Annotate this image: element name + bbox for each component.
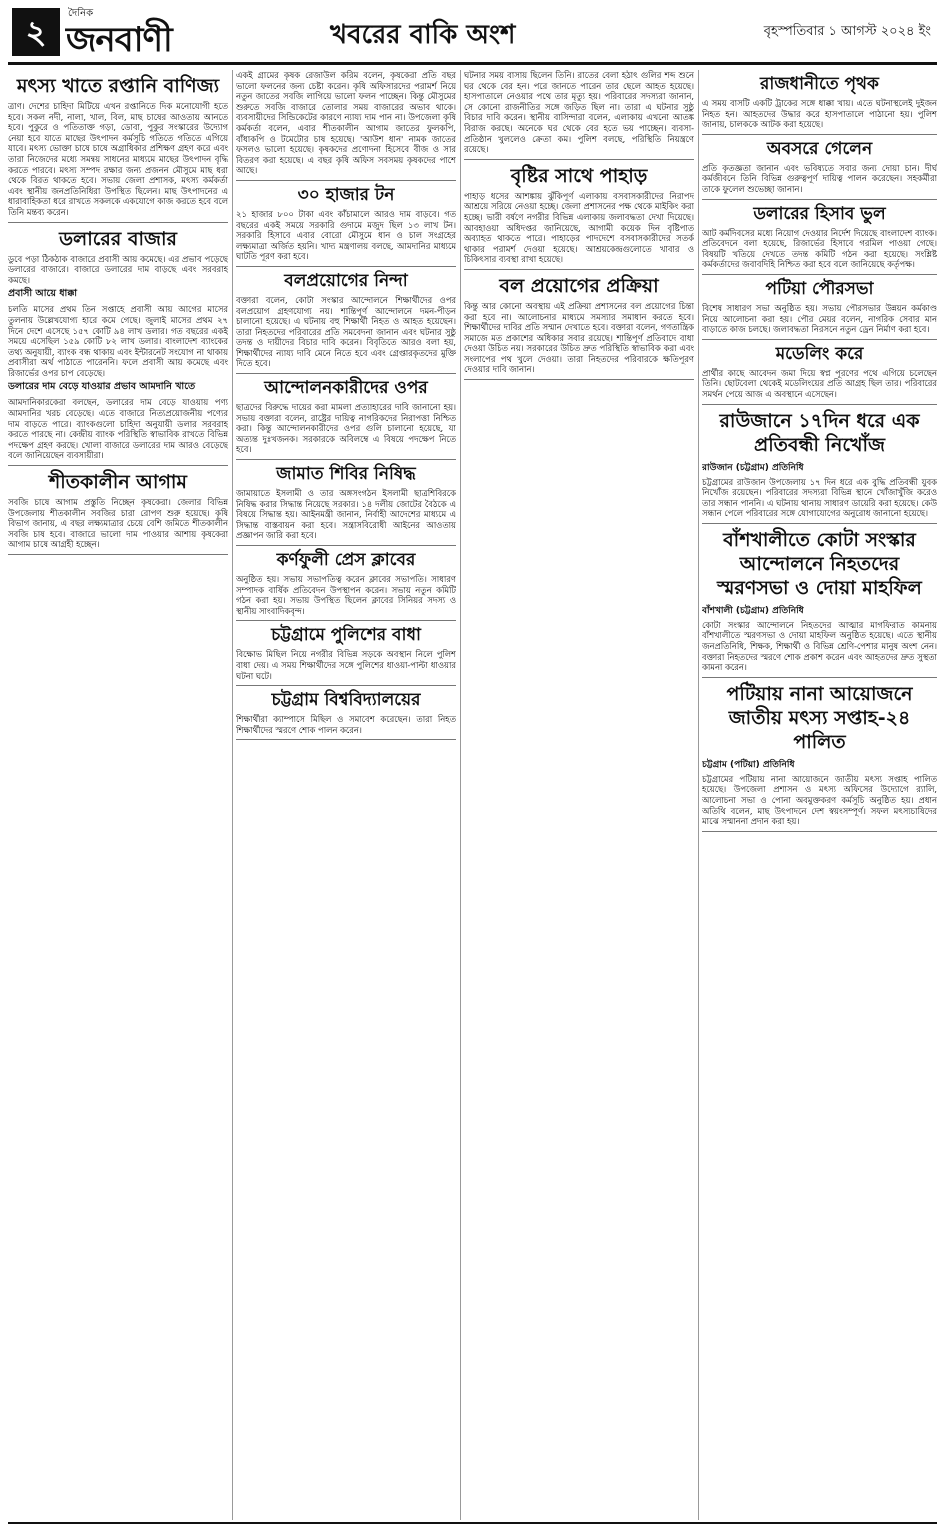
headline: পটিয়া পৌরসভা: [765, 278, 874, 299]
article-body: বিশেষ সাধারণ সভা অনুষ্ঠিত হয়। সভায় পৌরসভার উন্নয়ন কর্মকাণ্ড নিয়ে আলোচনা করা হয়। পৌর মেয়র বলেন, নাগরিক সেবার মান বাড়াতে কাজ চলছে। জলাবদ্ধতা নিরসনে নতুন ড্রেন নির্মাণ করা হবে।: [702, 302, 937, 335]
article-body: চট্টগ্রামের রাউজান উপজেলায় ১৭ দিন ধরে এক বুদ্ধি প্রতিবন্ধী যুবক নিখোঁজ রয়েছেন। পরিবারের সদস্যরা বিভিন্ন স্থানে খোঁজাখুঁজি করেও তার সন্ধান পাননি। এ ঘটনায় থানায় সাধারণ ডায়েরি করা হয়েছে। কেউ সন্ধান পেলে পরিবারের সঙ্গে যোগাযোগের অনুরোধ জানানো হয়েছে।: [702, 476, 937, 519]
headline: রাজধানীতে পৃথক: [760, 74, 879, 94]
story-ctg-police: [236, 625, 456, 686]
story-winter-early: [8, 470, 228, 555]
story-hill-rain: [464, 164, 694, 270]
article-body: কোটা সংস্কার আন্দোলনে নিহতদের আত্মার মাগফিরাত কামনায় বাঁশখালীতে স্মরণসভা ও দোয়া মাহফিল অনুষ্ঠিত হয়েছে। এতে স্থানীয় জনপ্রতিনিধি, শিক্ষক, শিক্ষার্থী ও বিভিন্ন শ্রেণি-পেশার মানুষ অংশ নেন। বক্তারা নিহতদের স্মরণে শোক প্রকাশ করেন এবং আহতদের দ্রুত সুস্থতা কামনা করেন।: [702, 619, 937, 673]
article-body: জামায়াতে ইসলামী ও তার অঙ্গসংগঠন ইসলামী ছাত্রশিবিরকে নিষিদ্ধ করার সিদ্ধান্ত নিয়েছে সরকার। ১৪ দলীয় জোটের বৈঠকে এ বিষয়ে সিদ্ধান্ত হয়। আইনমন্ত্রী জানান, নির্বাহী আদেশের মাধ্যমে এ সিদ্ধান্ত বাস্তবায়ন করা হবে। সন্ত্রাসবিরোধী আইনের আওতায় প্রজ্ঞাপন জারি করা হবে।: [236, 488, 456, 541]
story-retirement: [702, 139, 937, 200]
headline: বল প্রয়োগের প্রক্রিয়া: [499, 274, 659, 297]
column-2: [236, 70, 456, 1520]
footer-rule: [8, 1522, 937, 1524]
article-body: ছাত্রদের বিরুদ্ধে দায়ের করা মামলা প্রত্যাহারের দাবি জানানো হয়। সভায় বক্তারা বলেন, রাষ্ট্রের দায়িত্ব নাগরিকদের নিরাপত্তা নিশ্চিত করা। কিন্তু আন্দোলনকারীদের ওপর গুলি চালানো হয়েছে, যা অত্যন্ত দুঃখজনক। সরকারকে অবিলম্বে এ বিষয়ে পদক্ষেপ নিতে হবে।: [236, 402, 456, 455]
page-number-badge: ২: [12, 8, 60, 56]
subheading: ডলারের দাম বেড়ে যাওয়ার প্রভাব আমদানি খাতে: [8, 381, 196, 393]
headline: অবসরে গেলেন: [766, 138, 873, 159]
story-banshkhali-memorial: [702, 528, 937, 678]
article-body: কিন্তু আর কোনো অবস্থায় এই প্রক্রিয়া প্রশাসনের বল প্রয়োগের চিন্তা করা হবে না। আলোচনার মাধ্যমে সমস্যার সমাধান করতে হবে। শিক্ষার্থীদের দাবির প্রতি সম্মান দেখাতে হবে। বক্তারা বলেন, গণতান্ত্রিক সমাজে মত প্রকাশের অধিকার সবার রয়েছে। শান্তিপূর্ণ প্রতিবাদে বাধা দেওয়া উচিত নয়। সরকারের উচিত দ্রুত পরিস্থিতি স্বাভাবিক করা এবং সংলাপের পথ খুলে দেওয়া। তারা নিহতদের পরিবারকে ক্ষতিপূরণ দেওয়ার দাবি জানান।: [464, 300, 694, 375]
headline: শীতকালীন আগাম: [49, 471, 187, 494]
article-body: ঘটনার সময় বাসায় ছিলেন তিনি। রাতের বেলা হঠাৎ গুলির শব্দ শুনে ঘর থেকে বের হন। পরে জানতে পারেন তার ছেলে আহত হয়েছে। হাসপাতালে নেওয়ার পথে তার মৃত্যু হয়। পরিবারের সদস্যরা জানান, সে কোনো রাজনীতির সঙ্গে জড়িত ছিল না। তারা এ ঘটনার সুষ্ঠু বিচার দাবি করেন। স্থানীয় বাসিন্দারা বলেন, এলাকায় এখনো আতঙ্ক বিরাজ করছে। অনেকে ঘর থেকে বের হতে ভয় পাচ্ছেন। ব্যবসা-প্রতিষ্ঠান খুললেও ক্রেতা কম। পুলিশ বলছে, পরিস্থিতি নিয়ন্ত্রণে রয়েছে।: [464, 70, 694, 155]
subheading: প্রবাসী আয়ে ধাক্কা: [8, 288, 78, 300]
story-continuation: [236, 70, 456, 181]
masthead-rule: [8, 62, 937, 65]
story-on-protesters: [236, 378, 456, 460]
edition-date: বৃহস্পতিবার ১ আগস্ট ২০২৪ ইং: [763, 24, 931, 39]
headline: মৎস্য খাতে রপ্তানি বাণিজ্য: [16, 75, 220, 97]
article-body: সবজি চাষে আগাম প্রস্তুতি নিচ্ছেন কৃষকেরা। জেলার বিভিন্ন উপজেলায় শীতকালীন সবজির চারা রোপণ শুরু হয়েছে। কৃষি বিভাগ জানায়, এ বছর লক্ষ্যমাত্রার চেয়ে বেশি জমিতে শীতকালীন সবজি চাষ হবে। বাজারে ভালো দাম পাওয়ার আশায় কৃষকেরা আগাম চাষে আগ্রহী হচ্ছেন।: [8, 497, 228, 550]
section-title: খবরের বাকি অংশ: [330, 20, 516, 50]
byline: চট্টগ্রাম (পটিয়া) প্রতিনিধি: [702, 759, 795, 770]
story-30-thousand-ton: [236, 185, 456, 267]
headline: জামাত শিবির নিষিদ্ধ: [276, 464, 416, 485]
headline: মডেলিং করে: [775, 343, 864, 364]
article-body: বক্তারা বলেন, কোটা সংস্কার আন্দোলনে শিক্ষার্থীদের ওপর বলপ্রয়োগ গ্রহণযোগ্য নয়। শান্তিপূর্ণ আন্দোলনে দমন-পীড়ন চালানো হয়েছে। এ ঘটনায় বহু শিক্ষার্থী নিহত ও আহত হয়েছেন। তারা নিহতদের পরিবারের প্রতি সমবেদনা জানান এবং ঘটনার সুষ্ঠু তদন্ত ও দায়ীদের বিচার দাবি করেন। বিবৃতিতে আরও বলা হয়, শিক্ষার্থীদের ন্যায্য দাবি মেনে নিতে হবে এবং গ্রেপ্তারকৃতদের মুক্তি দিতে হবে।: [236, 294, 456, 369]
story-fish-export: [8, 74, 228, 223]
headline: বাঁশখালীতে কোটা সংস্কার আন্দোলনে নিহতদের স্মরণসভা ও দোয়া মাহফিল: [717, 528, 922, 599]
story-raozan-missing: [702, 409, 937, 524]
article-body: চট্টগ্রামের পটিয়ায় নানা আয়োজনে জাতীয় মৎস্য সপ্তাহ পালিত হয়েছে। উপজেলা প্রশাসন ও মৎস্য অফিসের উদ্যোগে র‌্যালি, আলোচনা সভা ও পোনা অবমুক্তকরণ কর্মসূচি অনুষ্ঠিত হয়। প্রধান অতিথি বলেন, মাছ উৎপাদনে দেশ স্বয়ংসম্পূর্ণ। সফল মৎস্যচাষিদের মাঝে সম্মাননা প্রদান করা হয়।: [702, 773, 937, 827]
story-dollar-mistake: [702, 204, 937, 275]
story-dollar-market: [8, 227, 228, 467]
headline: রাউজানে ১৭দিন ধরে এক প্রতিবন্ধী নিখোঁজ: [719, 409, 920, 456]
column-divider: [698, 70, 699, 1520]
story-patiya-municipality: [702, 279, 937, 340]
headline: বৃষ্টির সাথে পাহাড়: [510, 164, 648, 187]
article-body: বিক্ষোভ মিছিল নিয়ে নগরীর বিভিন্ন সড়কে অবস্থান নিলে পুলিশ বাধা দেয়। এ সময় শিক্ষার্থীদের সঙ্গে পুলিশের ধাওয়া-পাল্টা ধাওয়ার ঘটনা ঘটে।: [236, 649, 456, 681]
story-capital-separate: [702, 74, 937, 135]
story-jamaat-ban: [236, 464, 456, 546]
newspaper-logo: জনবাণী: [66, 20, 172, 60]
headline: ডলারের হিসাব ভুল: [753, 203, 886, 224]
column-4: [702, 70, 937, 1520]
article-body: পাহাড় ধসের আশঙ্কায় ঝুঁকিপূর্ণ এলাকায় বসবাসকারীদের নিরাপদ আশ্রয়ে সরিয়ে নেওয়া হচ্ছে। জেলা প্রশাসনের পক্ষ থেকে মাইকিং করা হচ্ছে। ভারী বর্ষণে নগরীর বিভিন্ন এলাকায় জলাবদ্ধতা দেখা দিয়েছে। আবহাওয়া অধিদপ্তর জানিয়েছে, আগামী কয়েক দিন বৃষ্টিপাত অব্যাহত থাকতে পারে। পাহাড়ের পাদদেশে বসবাসকারীদের সতর্ক থাকার পরামর্শ দেওয়া হয়েছে। আশ্রয়কেন্দ্রগুলোতে খাবার ও চিকিৎসার ব্যবস্থা রাখা হয়েছে।: [464, 190, 694, 265]
article-body: এ সময় বাসটি একটি ট্রাকের সঙ্গে ধাক্কা খায়। এতে ঘটনাস্থলেই দুইজন নিহত হন। আহতদের উদ্ধার করে হাসপাতালে পাঠানো হয়। পুলিশ জানায়, চালককে আটক করা হয়েছে।: [702, 98, 937, 130]
article-body: একই গ্রামের কৃষক রেজাউল করিম বলেন, কৃষকেরা প্রতি বছর ভালো ফলনের জন্য চেষ্টা করেন। কৃষি অফিসারদের পরামর্শ নিয়ে নতুন জাতের সবজি লাগিয়ে ভালো ফলন পাচ্ছেন। কিন্তু মৌসুমের শুরুতে সবজি বাজারে তোলার সময় বাজারের অভাব থাকে। ব্যবসায়ীদের সিন্ডিকেটের কারণে ন্যায্য দাম পান না। উপজেলা কৃষি কর্মকর্তা বলেন, এবার শীতকালীন আগাম জাতের ফুলকপি, বাঁধাকপি ও টমেটোর চাষ হয়েছে। 'আউশ ধান' নামক জাতের ফসলও ভালো হয়েছে। কৃষকদের প্রণোদনা হিসেবে বীজ ও সার বিতরণ করা হয়েছে। এ বছর কৃষি অফিস সবসময় কৃষকদের পাশে আছে।: [236, 70, 456, 176]
headline: চট্টগ্রাম বিশ্ববিদ্যালয়ের: [271, 690, 421, 711]
headline: ৩০ হাজার টন: [297, 184, 395, 205]
story-force-condemn: [236, 271, 456, 374]
article-body: শিক্ষার্থীরা ক্যাম্পাসে মিছিল ও সমাবেশ করেছেন। তারা নিহত শিক্ষার্থীদের স্মরণে শোক পালন করেন।: [236, 714, 456, 735]
story-ctg-university: [236, 690, 456, 740]
article-body: ২১ হাজার ৮০০ টাকা এবং কাঁচামালে আরও দাম বাড়বে। গত বছরের একই সময়ে সরকারি গুদামে মজুদ ছিল ১৩ লাখ টন। সরকারি হিসাবে এবার বোরো মৌসুমে ধান ও চাল সংগ্রহের লক্ষ্যমাত্রা অর্জিত হয়নি। খাদ্য মন্ত্রণালয় বলছে, আমদানির মাধ্যমে ঘাটতি পূরণ করা হবে।: [236, 208, 456, 262]
daily-label: দৈনিক: [68, 8, 94, 19]
story-modeling: [702, 344, 937, 405]
masthead: [0, 0, 945, 64]
article-body: আট কর্মদিবসের মধ্যে নিয়োগ দেওয়ার নির্দেশ দিয়েছে বাংলাদেশ ব্যাংক। প্রতিবেদনে বলা হয়েছে, রিজার্ভের হিসাবে গরমিল পাওয়া গেছে। বিষয়টি খতিয়ে দেখতে তদন্ত কমিটি গঠন করা হয়েছে। সংশ্লিষ্ট কর্মকর্তাদের জবাবদিহি নিশ্চিত করা হবে বলে জানিয়েছে কর্তৃপক্ষ।: [702, 227, 937, 270]
article-body: ত্রাণ। দেশের চাহিদা মিটিয়ে এখন রপ্তানিতে দিক মনোযোগী হতে হবে। সকল নদী, নালা, খাল, বিল, মাছ চাষের আওতায় আনতে হবে। পুকুরে ও পতিতাক্ত গড়া, ডোবা, পুকুর সংস্কারের উদ্যোগ নেয়া হবে যাতে মাছের উৎপাদন কর্মসূচি গতিতে গতিতে এগিয়ে যাবে। মৎস্য ভোক্তা চাষে চাষে অগ্রাধিকার প্রশিক্ষণ গ্রহণ করে এবং তারা নিজেদের মধ্যে সমন্বয় সাধনের মাধ্যমে মাছের উৎপাদন বৃদ্ধি করতে পারবে। মৎস্য সম্পদ রক্ষার জন্য প্রজনন মৌসুমে মাছ ধরা থেকে বিরত থাকতে হবে। সভায় জেলা প্রশাসক, মৎস্য কর্মকর্তা এবং স্থানীয় জনপ্রতিনিধিরা উপস্থিত ছিলেন। মাছ উৎপাদনের এ ধারাবাহিকতা ধরে রাখতে সকলকে একযোগে কাজ করতে হবে বলে তিনি মন্তব্য করেন।: [8, 101, 228, 217]
column-divider: [460, 70, 461, 1520]
headline: বলপ্রয়োগের নিন্দা: [284, 270, 408, 291]
headline: চট্টগ্রামে পুলিশের বাধা: [271, 625, 421, 646]
article-body: প্রার্থীর কাছে আবেদন জমা দিয়ে স্বপ্ন পূরণের পথে এগিয়ে চলেছেন তিনি। ছোটবেলা থেকেই মডেলিংয়ের প্রতি আগ্রহ ছিল তার। পরিবারের সমর্থন পেয়ে আজ এ অবস্থানে এসেছেন।: [702, 367, 937, 399]
article-body: প্রতি কৃতজ্ঞতা জানান এবং ভবিষ্যতে সবার জন্য দোয়া চান। দীর্ঘ কর্মজীবনে তিনি বিভিন্ন গুরুত্বপূর্ণ দায়িত্ব পালন করেছেন। সহকর্মীরা তাকে ফুলেল শুভেচ্ছা জানান।: [702, 162, 937, 194]
byline: রাউজান (চট্টগ্রাম) প্রতিনিধি: [702, 462, 804, 473]
story-continuation: [464, 70, 694, 160]
article-body: আমদানিকারকেরা বলছেন, ডলারের দাম বেড়ে যাওয়ায় পণ্য আমদানির খরচ বেড়েছে। এতে বাজারে নিত্যপ্রয়োজনীয় পণ্যের দাম বাড়তে পারে। ব্যাংকগুলো চাহিদা অনুযায়ী ডলার সরবরাহ করতে পারছে না। কেন্দ্রীয় ব্যাংক পরিস্থিতি স্বাভাবিক রাখতে বিভিন্ন পদক্ষেপ গ্রহণ করছে। খোলা বাজারে ডলারের দাম আরও বেড়েছে বলে জানিয়েছেন ব্যবসায়ীরা।: [8, 397, 228, 461]
column-divider: [232, 70, 233, 1520]
headline: ডলারের বাজার: [59, 227, 177, 250]
story-force-process: [464, 274, 694, 380]
byline: বাঁশখালী (চট্টগ্রাম) প্রতিনিধি: [702, 605, 804, 616]
headline: আন্দোলনকারীদের ওপর: [264, 378, 428, 399]
headline: কর্ণফুলী প্রেস ক্লাবের: [276, 550, 416, 570]
column-1: [8, 70, 228, 1520]
article-body: অনুষ্ঠিত হয়। সভায় সভাপতিত্ব করেন ক্লাবের সভাপতি। সাধারণ সম্পাদক বার্ষিক প্রতিবেদন উপস্থাপন করেন। সভায় নতুন কমিটি গঠন করা হয়। সভায় উপস্থিত ছিলেন ক্লাবের সিনিয়র সদস্য ও স্থানীয় সাংবাদিকবৃন্দ।: [236, 574, 456, 616]
column-3: [464, 70, 694, 1520]
headline: পটিয়ায় নানা আয়োজনে জাতীয় মৎস্য সপ্তাহ-২৪ পালিত: [726, 682, 913, 753]
story-press-club: [236, 550, 456, 621]
article-body: চলতি মাসের প্রথম তিন সপ্তাহে প্রবাসী আয় আগের মাসের তুলনায় উল্লেখযোগ্য হারে কমে গেছে। জুলাই মাসের প্রথম ২৭ দিনে দেশে এসেছে ১৫৭ কোটি ৯৪ লাখ ডলার। গত বছরের একই সময়ে এসেছিল ১৫৯ কোটি ৮২ লাখ ডলার। বাংলাদেশ ব্যাংকের তথ্য অনুযায়ী, ব্যাংক বন্ধ থাকায় এবং ইন্টারনেট সংযোগ না থাকায় প্রবাসীরা অর্থ পাঠাতে পারেননি। ফলে প্রবাসী আয় কমেছে এবং রিজার্ভের ওপর চাপ বেড়েছে।: [8, 304, 228, 378]
story-fish-week: [702, 682, 937, 832]
article-body: ডুবে পড়া ঠিকঠাক বাজারে প্রবাসী আয় কমেছে। এর প্রভাব পড়েছে ডলারের বাজারে। বাজারে ডলারের দাম বাড়ছে এবং সরবরাহ কমছে।: [8, 253, 228, 285]
